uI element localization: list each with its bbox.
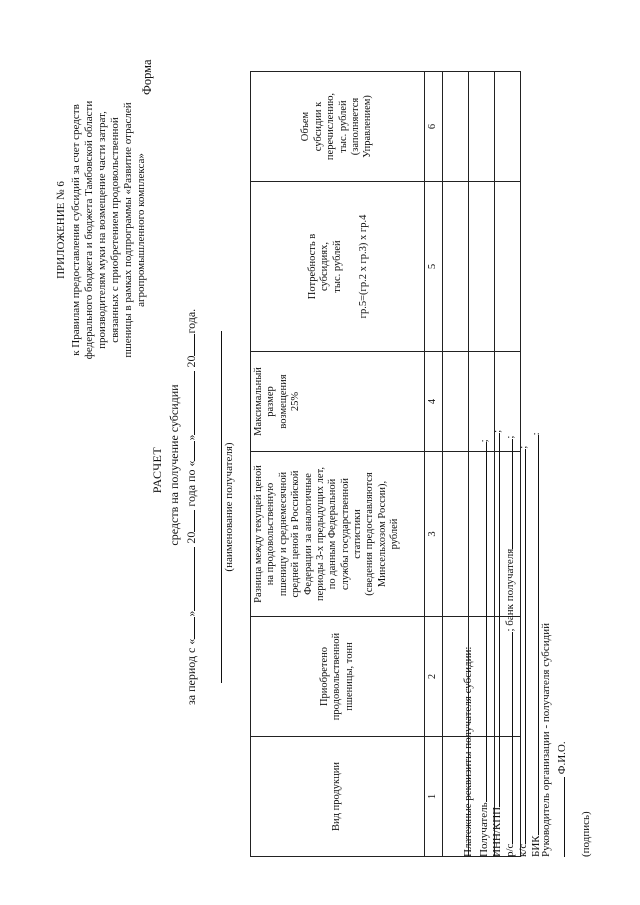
header-subsidy-transfer: Объем субсидии к перечислению, тыс. рублей (заполняется Управлением) (251, 72, 425, 182)
payment-requisites (462, 297, 593, 857)
header-price-difference: Разница между текущей ценой на продовольственную пшеницу и среднемесячной средней ценой в Российской Федерации за аналогичные периоды 3-х предыдущих лет, по данным Федеральной службы государственной статистики (сведения предоставляются Минсельхозом России), рублей (251, 452, 425, 617)
fio-row (553, 297, 566, 857)
table-cell[interactable] (469, 72, 495, 182)
period-from-month-blank[interactable] (183, 547, 195, 611)
period-from-label: за период с « (184, 638, 198, 705)
fio-label: Ф.И.О. (556, 741, 568, 775)
period-end-label: года. (184, 308, 198, 334)
period-to-month-blank[interactable] (183, 371, 195, 435)
ks-line-end: ; (517, 445, 529, 449)
bank-label: ; банк получателя (504, 548, 516, 632)
bik-label: БИК (530, 835, 542, 857)
period-from-year-prefix: 20 (184, 531, 198, 544)
period-to-year-prefix: 20 (184, 355, 198, 368)
appendix-block (55, 65, 148, 395)
appendix-line: производителям муки на возмещение части затрат, (95, 111, 108, 349)
document-title: РАСЧЕТ (150, 446, 164, 494)
subsidy-formula: гр.5=(гр.2 х гр.3) х гр.4 (357, 214, 369, 319)
appendix-line: связанных с приобретением продовольственной (108, 117, 121, 343)
inn-field[interactable] (488, 433, 500, 807)
recipient-row (475, 297, 488, 857)
signature-field[interactable] (553, 777, 565, 857)
period-to-label: года по « (184, 460, 198, 507)
bik-field[interactable] (527, 435, 539, 835)
header-max-compensation: Максимальный размер возмещения 25% (251, 352, 425, 452)
table-cell[interactable] (443, 72, 469, 182)
period-to-day-blank[interactable] (183, 441, 195, 461)
bik-line-end: : (530, 432, 542, 436)
signature-caption: (подпись) (580, 811, 592, 857)
appendix-line: федерального бюджета и бюджета Тамбовской области (82, 100, 95, 360)
period-from-day-blank[interactable] (183, 617, 195, 639)
period-quote-close-2: » (184, 434, 198, 441)
bik-row (527, 297, 540, 857)
column-number: 2 (425, 617, 443, 737)
column-number: 1 (425, 737, 443, 857)
column-number-row (425, 72, 443, 857)
recipient-caption: (наименование получателя) (223, 442, 235, 572)
appendix-line: агропромышленного комплекса» (134, 153, 147, 307)
requisites-heading: Платежные реквизиты получателя субсидии: (462, 646, 474, 857)
period-to-year-blank[interactable] (183, 334, 195, 356)
rs-line-end: ; (504, 435, 516, 439)
column-number: 4 (425, 352, 443, 452)
ks-label: к/с (517, 843, 529, 857)
header-subsidy-need: Потребность в субсидиях, тыс. рублей гр.5=(гр.2 х гр.3) х гр.4 (251, 182, 425, 352)
document-subtitle: средств на получение субсидии (167, 384, 181, 546)
ks-row (514, 297, 527, 857)
period-from-year-blank[interactable] (183, 510, 195, 532)
header-product-type: Вид продукции (251, 737, 425, 857)
recipient-name-line[interactable] (221, 331, 222, 683)
table-cell[interactable] (495, 72, 521, 182)
inn-row (488, 297, 501, 857)
head-row: Руководитель организации - получателя субсидий (540, 622, 552, 857)
period-line (183, 185, 198, 705)
rs-row (501, 297, 514, 857)
rs-field[interactable] (501, 632, 513, 844)
recipient-label: Получатель (478, 802, 490, 857)
bank-field[interactable] (501, 439, 513, 549)
appendix-line: к Правилам предоставления субсидий за счет средств (69, 104, 82, 356)
table-header-row (251, 72, 425, 857)
column-number: 3 (425, 452, 443, 617)
form-label: Форма (140, 59, 154, 95)
recipient-field[interactable] (475, 442, 487, 802)
appendix-line: пшеницы в рамках подпрограммы «Развитие отраслей (121, 102, 134, 358)
header-wheat-purchased: Приобретено продовольственной пшеницы, тонн (251, 617, 425, 737)
period-quote-close: » (184, 610, 198, 617)
inn-line-end: ; (491, 429, 503, 433)
column-number: 5 (425, 182, 443, 352)
column-number: 6 (425, 72, 443, 182)
rs-label: р/с (504, 843, 516, 857)
recipient-line-end: ; (478, 439, 490, 443)
ks-field[interactable] (514, 449, 526, 844)
inn-label: ИНН/КПП (491, 806, 503, 857)
appendix-title: ПРИЛОЖЕНИЕ № 6 (55, 181, 67, 279)
